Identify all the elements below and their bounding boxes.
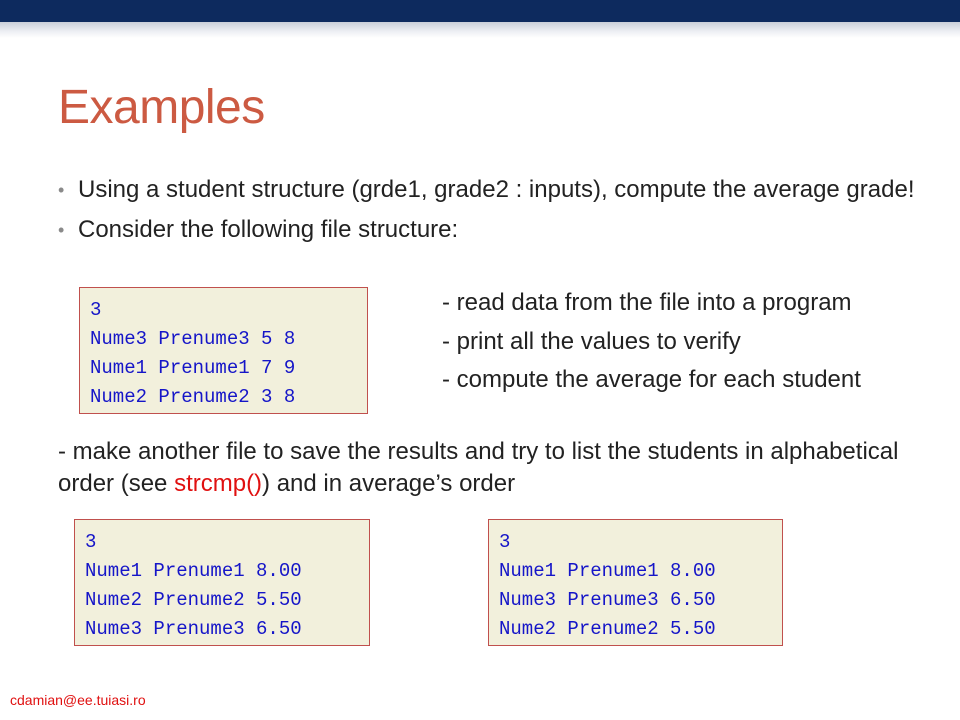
code-line: Nume3 Prenume3 6.50 bbox=[85, 618, 302, 640]
output-average-box bbox=[488, 519, 783, 646]
bullet-list bbox=[58, 175, 938, 255]
output-alphabetical-box bbox=[74, 519, 370, 646]
code-line: 3 bbox=[499, 531, 511, 553]
step-item: - print all the values to verify bbox=[442, 327, 741, 355]
bullet-text: Consider the following file structure: bbox=[78, 216, 459, 243]
step-item: - compute the average for each student bbox=[442, 366, 861, 393]
bullet-item bbox=[58, 215, 938, 245]
paragraph-text-after: ) and in average’s order bbox=[262, 470, 516, 497]
code-line: Nume1 Prenume1 8.00 bbox=[499, 560, 716, 582]
bullet-dot-icon: • bbox=[58, 180, 65, 200]
code-line: Nume2 Prenume2 5.50 bbox=[499, 618, 716, 640]
code-line: Nume2 Prenume2 5.50 bbox=[85, 589, 302, 611]
code-line: 3 bbox=[85, 531, 97, 553]
instructions-paragraph bbox=[58, 436, 938, 500]
code-line: Nume1 Prenume1 8.00 bbox=[85, 560, 302, 582]
bullet-item bbox=[58, 175, 938, 205]
steps-list bbox=[442, 284, 861, 400]
paragraph-text-before: - make another file to save the results and try to list the students in alphabetical order (see bbox=[58, 438, 899, 497]
code-line: Nume2 Prenume2 3 8 bbox=[90, 386, 296, 408]
strcmp-code: strcmp() bbox=[174, 470, 263, 497]
code-line: Nume1 Prenume1 7 9 bbox=[90, 357, 296, 379]
header-fade bbox=[0, 22, 960, 38]
bullet-text: Using a student structure (grde1, grade2 : inputs), compute the average grade! bbox=[78, 176, 915, 203]
code-line: 3 bbox=[90, 299, 102, 321]
input-file-box bbox=[79, 287, 368, 414]
code-line: Nume3 Prenume3 6.50 bbox=[499, 589, 716, 611]
bullet-dot-icon: • bbox=[58, 220, 65, 240]
step-item: - read data from the file into a program bbox=[442, 289, 852, 316]
header-bar bbox=[0, 0, 960, 22]
code-line: Nume3 Prenume3 5 8 bbox=[90, 328, 296, 350]
slide-title: Examples bbox=[58, 81, 265, 134]
footer-email: cdamian@ee.tuiasi.ro bbox=[10, 692, 146, 708]
